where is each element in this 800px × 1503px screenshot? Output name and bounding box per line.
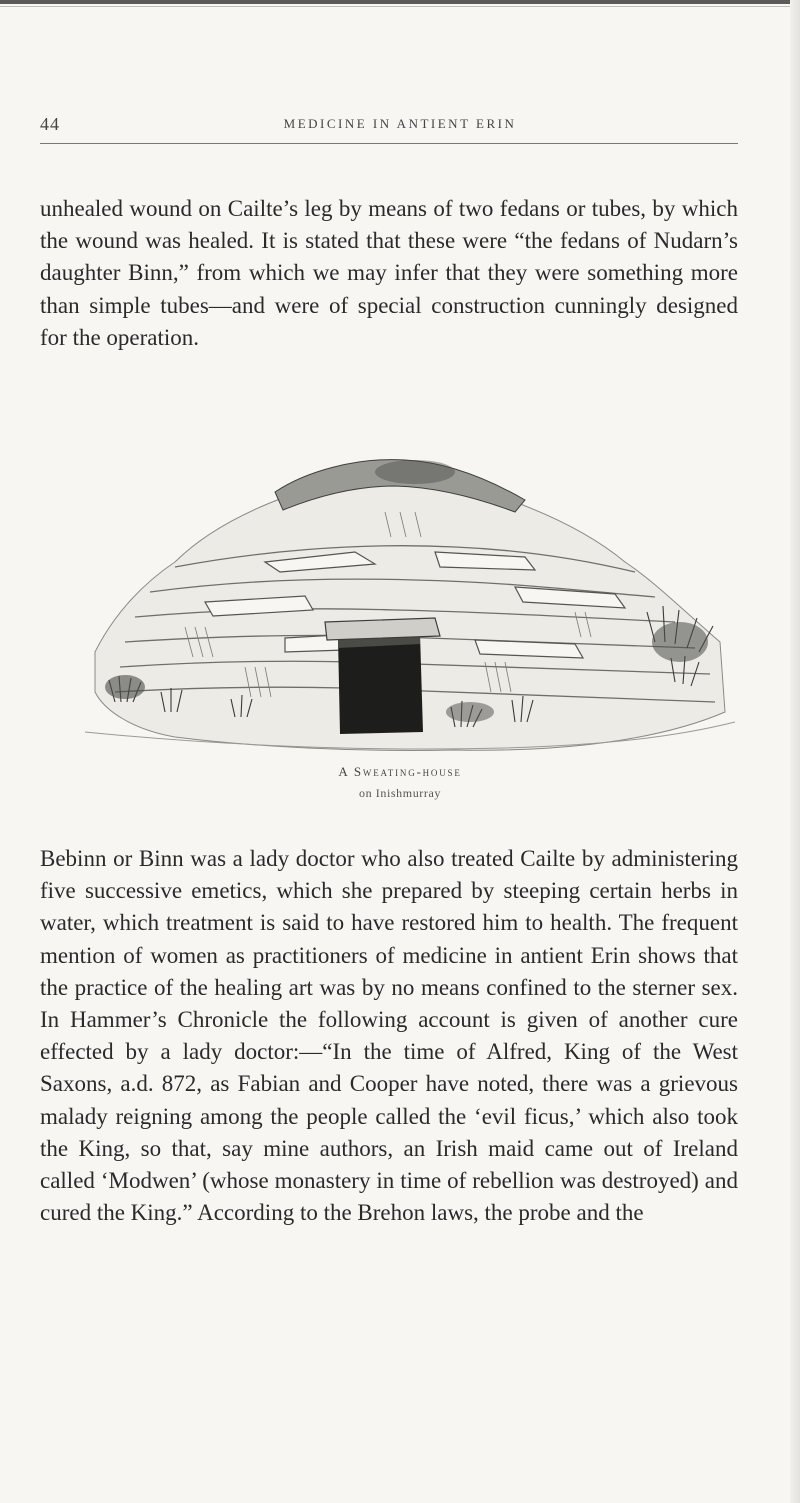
figure-caption-title: A Sweating-house: [338, 764, 462, 779]
page-number: 44: [40, 114, 60, 134]
header-rule: [40, 143, 738, 144]
sweating-house-illustration: [55, 412, 745, 772]
body-paragraph-1: unhealed wound on Cailte’s leg by means of two fedans or tubes, by which the wound was healed. It is stated that these were “the fedans of Nudarn’s daughter Binn,” from which we may infer that they were something more than simple tubes—and were of special construction cunningly designed for the operation.: [40, 196, 738, 350]
page-top-rule: [0, 0, 800, 4]
page-edge-shadow: [790, 0, 800, 1503]
body-paragraph-2: Bebinn or Binn was a lady doctor who also treated Cailte by administering five successive emetics, which she prepared by steeping certain herbs in water, which treatment is said to have restored him to health. The frequent mention of women as practitioners of medicine in antient Erin shows that the practice of the healing art was by no means confined to the sterner sex. In Hammer’s Chronicle the following account is given of another cure effected by a lady doctor:—“In the time of Alfred, King of the West Saxons, a.d. 872, as Fabian and Cooper have noted, there was a grievous malady reigning among the people called the ‘evil ficus,’ which also took the King, so that, say mine authors, an Irish maid came out of Ireland called ‘Modwen’ (whose monastery in time of rebellion was destroyed) and cured the King.” According to the Brehon laws, the probe and the: [40, 846, 738, 1226]
figure-caption-subtitle: on Inishmurray: [358, 786, 442, 800]
running-title: MEDICINE IN ANTIENT ERIN: [283, 116, 517, 131]
page-top-thin-rule: [0, 6, 800, 7]
